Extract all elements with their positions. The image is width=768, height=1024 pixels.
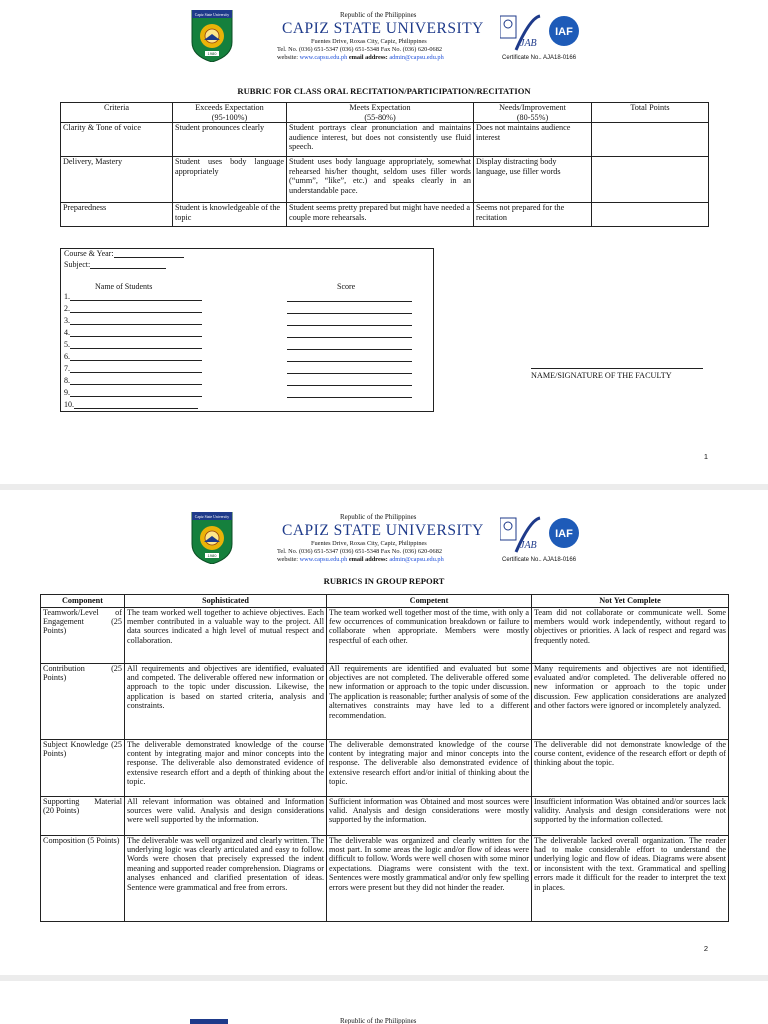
score-line[interactable] xyxy=(287,339,412,350)
component-cell: Supporting Material (20 Points) xyxy=(41,796,125,835)
email-label: email address: xyxy=(348,556,388,563)
student-number: 10. xyxy=(64,400,74,409)
student-name-line[interactable] xyxy=(64,376,202,385)
sophisticated-cell: All relevant information was obtained and Information sources were valid. Analysis and design considerations were well supported by the information. xyxy=(125,796,327,835)
score-header: Score xyxy=(337,282,356,291)
table-row xyxy=(41,739,729,796)
needs-cell: Seems not prepared for the recitation xyxy=(474,203,592,227)
email-label: email address: xyxy=(348,54,388,61)
score-line[interactable] xyxy=(287,315,412,326)
sophisticated-cell: The team worked well together to achieve objectives. Each member contributed in a valuable way to the project. All data sources indicated a high level of mutual respect and collaboration. xyxy=(125,607,327,663)
component-cell: Composition (5 Points) xyxy=(41,835,125,921)
student-number: 8. xyxy=(64,376,70,385)
email-link[interactable]: admin@capsu.edu.ph xyxy=(389,54,444,61)
student-name-line[interactable] xyxy=(64,340,202,349)
exceeds-cell: Student is knowledgeable of the topic xyxy=(173,203,287,227)
certification-marks xyxy=(500,516,586,556)
criteria-cell: Clarity & Tone of voice xyxy=(61,123,173,157)
jab-text: JAB xyxy=(520,540,537,551)
score-line[interactable] xyxy=(287,327,412,338)
not-yet-complete-cell: Insufficient information Was obtained and/or sources lack validity. Analysis and design considerations were not supported by the information collected. xyxy=(532,796,729,835)
student-name-line[interactable] xyxy=(64,316,202,325)
competent-cell: Sufficient information was Obtained and most sources were valid. Analysis and design considerations were mostly supported by the information. xyxy=(327,796,532,835)
logo-year: 1980 xyxy=(207,51,217,56)
score-line[interactable] xyxy=(287,375,412,386)
exceeds-cell: Student uses body language appropriately xyxy=(173,157,287,203)
score-line[interactable] xyxy=(287,351,412,362)
faculty-signature-label: NAME/SIGNATURE OF THE FACULTY xyxy=(531,371,672,380)
contact-numbers: Tel. No. (036) 651-5347 (036) 651-5348 Fax No. (036) 620-0682 xyxy=(277,548,443,555)
sophisticated-cell: The deliverable demonstrated knowledge of the course content by integrating major and minor concepts into the response. The deliverable also demonstrated evidence of extensive research effort and a depth of thinking about the topic. xyxy=(125,739,327,796)
col-total-points: Total Points xyxy=(592,103,709,123)
website-link[interactable]: www.capsu.edu.ph xyxy=(299,54,348,61)
col-component: Component xyxy=(41,595,125,608)
student-number: 6. xyxy=(64,352,70,361)
needs-cell: Does not maintains audience interest xyxy=(474,123,592,157)
document-page-1 xyxy=(0,0,768,484)
competent-cell: The deliverable demonstrated knowledge of the course content by integrating major and minor concepts into the response. The deliverable also demonstrated evidence of extensive research effort and/or initial of thinking about the topic. xyxy=(327,739,532,796)
meets-cell: Student seems pretty prepared but might have needed a couple more rehearsals. xyxy=(287,203,474,227)
student-number: 9. xyxy=(64,388,70,397)
student-name-line[interactable] xyxy=(64,292,202,301)
col-exceeds: Exceeds Expectation (95-100%) xyxy=(173,103,287,123)
faculty-signature-line[interactable] xyxy=(531,368,703,369)
university-address: Fuentes Drive, Roxas City, Capiz, Philippines xyxy=(311,38,427,45)
student-number: 2. xyxy=(64,304,70,313)
university-address: Fuentes Drive, Roxas City, Capiz, Philippines xyxy=(311,540,427,547)
student-score-sheet xyxy=(60,248,434,412)
table-header-row xyxy=(61,103,709,123)
competent-cell: All requirements are identified and evaluated but some objectives are not completed. The deliverable offered some new information or approach to the topic under discussion. The application is reasonable; further analysis of some of the alternatives constraints may have led to a different recommendation. xyxy=(327,663,532,739)
recitation-rubric-table xyxy=(60,102,709,227)
competent-cell: The deliverable was organized and clearly written for the most part. In some areas the logic and/or flow of ideas were difficult to follow. Words were well chosen with some minor expectations. Diagrams were consistent with the text. Sentences were mostly grammatical and/or only few spelling errors were present but they did not hinder the reader. xyxy=(327,835,532,921)
student-name-line[interactable] xyxy=(64,328,202,337)
table-header-row xyxy=(41,595,729,608)
name-of-students-header: Name of Students xyxy=(95,282,153,291)
logo-text: Capiz State University xyxy=(194,13,230,17)
student-number: 1. xyxy=(64,292,70,301)
university-name: CAPIZ STATE UNIVERSITY xyxy=(282,20,484,37)
republic-line: Republic of the Philippines xyxy=(340,513,417,521)
score-line[interactable] xyxy=(287,291,412,302)
student-name-line[interactable] xyxy=(64,364,202,373)
col-needs-improvement: Needs/Improvement (80-55%) xyxy=(474,103,592,123)
sophisticated-cell: All requirements and objectives are identified, evaluated and competed. The deliverable offered new information or approach to the topic under discussion. Likewise, the application is based on started criteria, analysis and constraints. xyxy=(125,663,327,739)
logo-text: Capiz State University xyxy=(194,515,230,519)
table-row xyxy=(61,157,709,203)
group-report-title: RUBRICS IN GROUP REPORT xyxy=(323,576,445,586)
meets-cell: Student uses body language appropriately, somewhat rehearsed his/her thought, seldom uses filler words (“umm”, “like”, etc.) and speaks clearly in an understandable pace. xyxy=(287,157,474,203)
col-competent: Competent xyxy=(327,595,532,608)
logo-year: 1980 xyxy=(207,553,217,558)
not-yet-complete-cell: The deliverable did not demonstrate knowledge of the course content, evidence of the research effort or depth of thinking about the topic. xyxy=(532,739,729,796)
component-cell: Subject Knowledge (25 Points) xyxy=(41,739,125,796)
student-number: 5. xyxy=(64,340,70,349)
jab-text: JAB xyxy=(520,38,537,49)
student-name-line[interactable] xyxy=(64,400,198,409)
sophisticated-cell: The deliverable was well organized and clearly written. The underlying logic was clearly articulated and easy to follow. Words were chosen that precisely expressed the indent meaning and supported reader comprehension. Diagrams or analyses enhanced and clarified presentation of ideas. Sentence were grammatical and free from errors. xyxy=(125,835,327,921)
col-sophisticated: Sophisticated xyxy=(125,595,327,608)
university-header xyxy=(190,512,585,572)
component-cell: Contribution (25 Points) xyxy=(41,663,125,739)
rubric-title: RUBRIC FOR CLASS ORAL RECITATION/PARTICIPATION/RECITATION xyxy=(237,86,531,96)
component-cell: Teamwork/Level of Engagement (25 Points) xyxy=(41,607,125,663)
group-report-rubric-table xyxy=(40,594,729,922)
university-name: CAPIZ STATE UNIVERSITY xyxy=(282,522,484,539)
iaf-text: IAF xyxy=(555,26,573,38)
certificate-number: Certificate No.. AJA18-0166 xyxy=(502,55,577,61)
certificate-number: Certificate No.. AJA18-0166 xyxy=(502,557,577,563)
meets-cell: Student portrays clear pronunciation and maintains audience interest, but does not consistently use fluid speech. xyxy=(287,123,474,157)
document-page-2 xyxy=(0,490,768,975)
student-name-line[interactable] xyxy=(64,388,202,397)
total-cell xyxy=(592,203,709,227)
col-criteria: Criteria xyxy=(61,103,173,123)
table-row xyxy=(61,203,709,227)
contact-numbers: Tel. No. (036) 651-5347 (036) 651-5348 Fax No. (036) 620-0682 xyxy=(277,46,443,53)
table-row xyxy=(61,123,709,157)
university-seal-logo xyxy=(190,512,234,564)
aja-mark-icon xyxy=(500,16,516,38)
student-number: 7. xyxy=(64,364,70,373)
not-yet-complete-cell: The deliverable lacked overall organization. The reader had to make considerable effort to understand the underlying logic and flow of ideas. Diagrams were absent or inconsistent with the text. Grammatical and spelling errors made it difficult for the reader to interpret the text in places. xyxy=(532,835,729,921)
not-yet-complete-cell: Team did not collaborate or communicate well. Some members would work independently, without regard to objectives or priorities. A lack of respect and regard was frequently noted. xyxy=(532,607,729,663)
subject-field[interactable]: Subject: xyxy=(64,260,166,269)
total-cell xyxy=(592,123,709,157)
student-number: 4. xyxy=(64,328,70,337)
website-label: website: xyxy=(277,556,298,563)
web-email-line xyxy=(277,54,444,61)
page-number: 1 xyxy=(703,452,708,461)
web-email-line xyxy=(277,556,444,563)
website-link[interactable]: www.capsu.edu.ph xyxy=(299,556,348,563)
email-link[interactable]: admin@capsu.edu.ph xyxy=(389,556,444,563)
university-seal-logo xyxy=(190,1019,228,1024)
criteria-cell: Delivery, Mastery xyxy=(61,157,173,203)
student-name-line[interactable] xyxy=(64,352,202,361)
table-row xyxy=(41,796,729,835)
exceeds-cell: Student pronounces clearly xyxy=(173,123,287,157)
student-number: 3. xyxy=(64,316,70,325)
col-not-yet-complete: Not Yet Complete xyxy=(532,595,729,608)
col-meets: Meets Expectation (55-80%) xyxy=(287,103,474,123)
certification-marks xyxy=(500,14,586,54)
iaf-text: IAF xyxy=(555,528,573,540)
university-header xyxy=(190,10,585,70)
total-cell xyxy=(592,157,709,203)
score-line[interactable] xyxy=(287,303,412,314)
score-line[interactable] xyxy=(287,387,412,398)
website-label: website: xyxy=(277,54,298,61)
student-name-line[interactable] xyxy=(64,304,202,313)
not-yet-complete-cell: Many requirements and objectives are not identified, evaluated and/or completed. The deliverable offered no new information or approach to the topic under discussion. Few application considerations are analyzed and other factors were ignored or incompletely analyzed. xyxy=(532,663,729,739)
table-row xyxy=(41,835,729,921)
competent-cell: The team worked well together most of the time, with only a few occurrences of communication breakdown or failure to collaborate when appropriate. Members were mostly respectful of each other. xyxy=(327,607,532,663)
table-row xyxy=(41,607,729,663)
page-number: 2 xyxy=(703,944,708,953)
document-page-3 xyxy=(0,981,768,1024)
university-seal-logo xyxy=(190,10,234,62)
republic-line: Republic of the Philippines xyxy=(340,11,417,19)
criteria-cell: Preparedness xyxy=(61,203,173,227)
aja-mark-icon xyxy=(500,518,516,540)
needs-cell: Display distracting body language, use filler words xyxy=(474,157,592,203)
table-row xyxy=(41,663,729,739)
republic-line: Republic of the Philippines xyxy=(340,1017,417,1024)
course-year-field[interactable]: Course & Year: xyxy=(64,249,184,258)
score-line[interactable] xyxy=(287,363,412,374)
